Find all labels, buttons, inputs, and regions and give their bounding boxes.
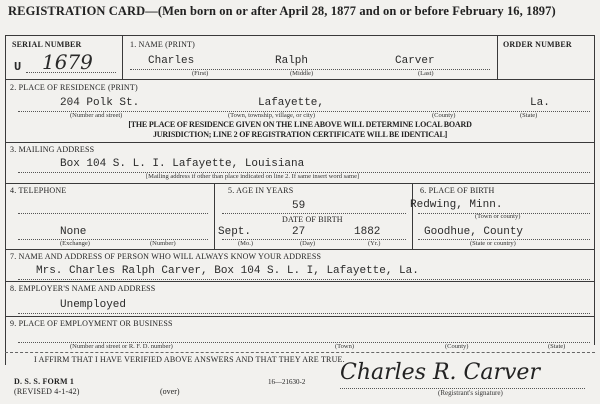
rule-tel-sep	[214, 183, 215, 249]
residence-town: Lafayette,	[258, 97, 325, 109]
print-code: 16—21630-2	[268, 378, 306, 386]
rule-row9	[5, 316, 595, 317]
residence-street-sub: (Number and street)	[70, 112, 123, 119]
age-label: 5. AGE IN YEARS	[228, 186, 294, 195]
telephone-line-2	[18, 239, 208, 240]
order-label: ORDER NUMBER	[503, 40, 572, 49]
form-revised: (REVISED 4-1-42)	[14, 387, 80, 396]
telephone-value: None	[60, 226, 87, 238]
serial-label: SERIAL NUMBER	[12, 40, 82, 49]
residence-county-sub: (County)	[432, 112, 456, 119]
name-first-sub: (First)	[192, 70, 209, 77]
over-note: (over)	[160, 387, 180, 396]
employment-label: 9. PLACE OF EMPLOYMENT OR BUSINESS	[10, 319, 173, 328]
age-line	[222, 213, 406, 214]
card-title: REGISTRATION CARD—(Men born on or after April 28, 1877 and on or before February 16, 1897)	[8, 4, 556, 18]
telephone-label: 4. TELEPHONE	[10, 186, 67, 195]
employer-line	[18, 313, 590, 314]
name-middle: Ralph	[275, 55, 309, 67]
birthplace-town: Redwing, Minn.	[410, 199, 503, 211]
mailing-sub: [Mailing address if other than place indicated on line 2. If same insert word same]	[146, 173, 360, 180]
contact-value: Mrs. Charles Ralph Carver, Box 104 S. L. I, Lafayette, La.	[36, 265, 419, 277]
dob-label: DATE OF BIRTH	[282, 215, 343, 224]
dob-month-sub: (Mo.)	[238, 240, 253, 247]
rule-row7	[5, 249, 595, 250]
rule-affirm	[5, 352, 595, 353]
residence-state-sub: (State)	[520, 112, 538, 119]
contact-line	[18, 279, 590, 280]
registrant-signature: Charles R. Carver	[340, 360, 540, 385]
birthplace-label: 6. PLACE OF BIRTH	[420, 186, 495, 195]
dob-month: Sept.	[218, 226, 252, 238]
telephone-number-sub: (Number)	[150, 240, 176, 247]
signature-sub: (Registrant's signature)	[438, 389, 503, 397]
rule-row2	[5, 79, 595, 80]
dob-year-sub: (Yr.)	[368, 240, 381, 247]
serial-value: 1679	[42, 50, 93, 74]
rule-row3	[5, 142, 595, 143]
rule-order-sep	[497, 35, 498, 79]
birthplace-county: Goodhue, County	[424, 226, 524, 238]
residence-state: La.	[530, 97, 550, 109]
contact-label: 7. NAME AND ADDRESS OF PERSON WHO WILL ALWAYS KNOW YOUR ADDRESS	[10, 252, 322, 261]
employer-value: Unemployed	[60, 299, 127, 311]
dob-year: 1882	[354, 226, 381, 238]
birthplace-state-sub: (State or country)	[470, 240, 516, 247]
name-middle-sub: (Middle)	[290, 70, 314, 77]
rule-serial-sep	[122, 35, 123, 79]
rule-birth-sep	[412, 183, 413, 249]
form-number: D. S. S. FORM 1	[14, 377, 75, 386]
rule-top	[5, 35, 595, 36]
dob-day-sub: (Day)	[300, 240, 316, 247]
serial-line	[26, 72, 116, 73]
telephone-exchange-sub: (Exchange)	[60, 240, 90, 247]
employment-state-sub: (State)	[548, 343, 566, 350]
employer-label: 8. EMPLOYER'S NAME AND ADDRESS	[10, 284, 156, 293]
telephone-line-1	[18, 213, 208, 214]
name-label: 1. NAME (PRINT)	[130, 40, 195, 49]
name-last-sub: (Last)	[418, 70, 434, 77]
residence-street: 204 Polk St.	[60, 97, 140, 109]
employment-street-sub: (Number and street or R. F. D. number)	[70, 343, 173, 350]
age-value: 59	[292, 200, 306, 212]
mailing-value: Box 104 S. L. I. Lafayette, Louisiana	[60, 158, 305, 170]
serial-prefix: U	[14, 60, 22, 74]
residence-note-1: [THE PLACE OF RESIDENCE GIVEN ON THE LINE ABOVE WILL DETERMINE LOCAL BOARD	[128, 120, 472, 129]
residence-note-2: JURISDICTION; LINE 2 OF REGISTRATION CERTIFICATE WILL BE IDENTICAL]	[152, 130, 448, 139]
mailing-label: 3. MAILING ADDRESS	[10, 145, 95, 154]
residence-label: 2. PLACE OF RESIDENCE (PRINT)	[10, 83, 138, 92]
employment-county-sub: (County)	[445, 343, 469, 350]
name-first: Charles	[148, 55, 195, 67]
employment-town-sub: (Town)	[335, 343, 355, 350]
dob-day: 27	[292, 226, 306, 238]
birthplace-town-sub: (Town or county)	[475, 213, 521, 220]
rule-row4	[5, 183, 595, 184]
rule-row8	[5, 281, 595, 282]
residence-town-sub: (Town, township, village, or city)	[228, 112, 316, 119]
name-last: Carver	[395, 55, 435, 67]
rule-right	[594, 35, 595, 345]
affirmation-text: I AFFIRM THAT I HAVE VERIFIED ABOVE ANSWERS AND THAT THEY ARE TRUE.	[34, 355, 345, 364]
